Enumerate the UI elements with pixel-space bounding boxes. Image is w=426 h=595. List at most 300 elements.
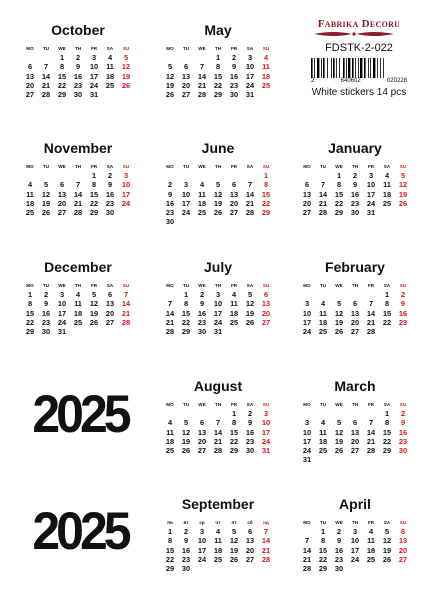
- empty-cell: [102, 90, 118, 99]
- day-cell: 18: [105, 71, 115, 81]
- weekday-header: WE: [198, 402, 206, 407]
- day-cell: 12: [382, 536, 392, 546]
- empty-cell: [118, 90, 134, 99]
- month-september: [162, 496, 274, 573]
- day-cell: 16: [73, 71, 83, 81]
- day-cell: 18: [213, 545, 223, 555]
- day-cell: 2: [183, 527, 189, 536]
- day-cell: 8: [27, 299, 33, 309]
- day-cell: 22: [318, 554, 328, 564]
- weekday-header: TH: [214, 46, 222, 51]
- month-grid: [162, 44, 274, 99]
- day-cell: 6: [352, 418, 358, 428]
- day-cell: 17: [57, 308, 67, 318]
- day-cell: 8: [336, 180, 342, 190]
- day-cell: 12: [181, 427, 191, 437]
- day-cell: 25: [366, 554, 376, 564]
- day-cell: 18: [318, 436, 328, 446]
- empty-cell: [226, 564, 242, 573]
- month-grid: [299, 281, 411, 336]
- day-cell: 12: [245, 299, 255, 309]
- day-cell: 6: [247, 527, 253, 536]
- day-cell: 30: [229, 90, 239, 100]
- day-cell: 23: [105, 198, 115, 208]
- day-cell: 12: [121, 62, 131, 72]
- day-cell: 19: [382, 545, 392, 555]
- day-cell: 17: [89, 71, 99, 81]
- day-cell: 9: [199, 299, 205, 309]
- empty-cell: [331, 455, 347, 464]
- month-title: July: [203, 259, 232, 275]
- empty-cell: [210, 171, 226, 180]
- month-june: [162, 140, 274, 227]
- empty-cell: [178, 171, 194, 180]
- month-title: April: [339, 496, 371, 512]
- day-cell: 26: [213, 208, 223, 218]
- empty-cell: [363, 564, 379, 573]
- weekday-header: вт: [183, 520, 189, 525]
- day-cell: 3: [368, 171, 374, 180]
- day-cell: 9: [183, 536, 189, 546]
- day-cell: 27: [57, 208, 67, 218]
- day-cell: 25: [261, 80, 271, 90]
- day-cell: 12: [334, 308, 344, 318]
- day-cell: 3: [304, 299, 310, 309]
- day-cell: 10: [197, 536, 207, 546]
- day-cell: 23: [73, 80, 83, 90]
- day-cell: 23: [350, 198, 360, 208]
- day-cell: 13: [57, 189, 67, 199]
- day-cell: 30: [41, 327, 51, 337]
- day-cell: 4: [320, 418, 326, 428]
- month-grid: [299, 400, 411, 465]
- weekday-header: SA: [246, 402, 254, 407]
- day-cell: 3: [199, 527, 205, 536]
- empty-cell: [379, 327, 395, 336]
- month-title: December: [44, 259, 112, 275]
- day-cell: 1: [231, 409, 237, 418]
- day-cell: 5: [215, 180, 221, 190]
- empty-cell: [242, 327, 258, 336]
- empty-cell: [22, 171, 38, 180]
- day-cell: 11: [26, 189, 34, 199]
- day-cell: 10: [121, 180, 131, 190]
- month-march: [299, 378, 411, 465]
- day-cell: 7: [320, 180, 326, 190]
- day-cell: 27: [181, 90, 191, 100]
- day-cell: 26: [334, 446, 344, 456]
- day-cell: 19: [213, 198, 223, 208]
- day-cell: 21: [302, 554, 312, 564]
- day-cell: 8: [231, 418, 237, 428]
- empty-cell: [210, 217, 226, 226]
- empty-cell: [299, 527, 315, 536]
- day-cell: 18: [25, 198, 35, 208]
- day-cell: 17: [302, 317, 312, 327]
- empty-cell: [331, 409, 347, 418]
- month-october: [22, 22, 134, 99]
- empty-cell: [162, 409, 178, 418]
- empty-cell: [299, 409, 315, 418]
- weekday-header: MO: [166, 46, 174, 51]
- weekday-header: TH: [214, 402, 222, 407]
- day-cell: 16: [165, 198, 175, 208]
- day-cell: 7: [215, 418, 221, 428]
- day-cell: 25: [229, 317, 239, 327]
- day-cell: 7: [368, 299, 374, 309]
- day-cell: 8: [91, 180, 97, 190]
- day-cell: 23: [398, 436, 408, 446]
- empty-cell: [162, 53, 178, 62]
- day-cell: 8: [384, 299, 390, 309]
- day-cell: 27: [302, 208, 312, 218]
- day-cell: 20: [302, 198, 312, 208]
- day-cell: 13: [181, 71, 191, 81]
- empty-cell: [226, 327, 242, 336]
- day-cell: 29: [261, 208, 271, 218]
- empty-cell: [242, 217, 258, 226]
- empty-cell: [242, 564, 258, 573]
- day-cell: 4: [263, 53, 269, 62]
- day-cell: 26: [229, 554, 239, 564]
- day-cell: 1: [336, 171, 342, 180]
- day-cell: 19: [181, 436, 191, 446]
- month-grid: [299, 162, 411, 217]
- day-cell: 4: [215, 527, 221, 536]
- year-label: 2025: [32, 501, 128, 561]
- day-cell: 6: [231, 180, 237, 190]
- day-cell: 14: [73, 189, 83, 199]
- day-cell: 16: [334, 545, 344, 555]
- day-cell: 17: [261, 427, 271, 437]
- day-cell: 10: [213, 299, 223, 309]
- day-cell: 24: [89, 80, 99, 90]
- day-cell: 30: [350, 208, 360, 218]
- day-cell: 27: [350, 327, 360, 337]
- day-cell: 2: [167, 180, 173, 190]
- weekday-header: SA: [246, 46, 254, 51]
- day-cell: 15: [334, 189, 344, 199]
- weekday-header: SU: [262, 164, 270, 169]
- day-cell: 18: [261, 71, 271, 81]
- day-cell: 27: [197, 446, 207, 456]
- day-cell: 23: [245, 436, 255, 446]
- weekday-header: SU: [399, 164, 407, 169]
- day-cell: 15: [89, 189, 99, 199]
- month-title: June: [201, 140, 235, 156]
- day-cell: 30: [73, 90, 83, 100]
- day-cell: 22: [25, 317, 35, 327]
- weekday-header: SA: [383, 164, 391, 169]
- weekday-header: TH: [214, 164, 222, 169]
- day-cell: 10: [261, 418, 271, 428]
- day-cell: 22: [382, 317, 392, 327]
- day-cell: 28: [261, 554, 271, 564]
- empty-cell: [178, 217, 194, 226]
- day-cell: 18: [229, 308, 239, 318]
- day-cell: 20: [398, 545, 408, 555]
- day-cell: 3: [215, 290, 221, 299]
- day-cell: 9: [336, 536, 342, 546]
- day-cell: 21: [366, 436, 376, 446]
- month-january: [299, 140, 411, 217]
- weekday-header: FR: [230, 283, 238, 288]
- weekday-header: SA: [383, 402, 391, 407]
- day-cell: 6: [107, 290, 113, 299]
- day-cell: 5: [183, 418, 189, 428]
- brand-logo: Fabrika Decoru: [317, 18, 401, 30]
- day-cell: 14: [41, 71, 51, 81]
- day-cell: 2: [400, 290, 406, 299]
- weekday-header: TU: [182, 402, 190, 407]
- day-cell: 17: [197, 545, 207, 555]
- day-cell: 15: [57, 71, 67, 81]
- weekday-header: MO: [303, 164, 311, 169]
- month-august: [162, 378, 274, 455]
- month-grid: [22, 281, 134, 336]
- day-cell: 9: [43, 299, 49, 309]
- day-cell: 16: [350, 189, 360, 199]
- month-title: September: [181, 496, 255, 512]
- weekday-header: MO: [303, 520, 311, 525]
- day-cell: 8: [167, 536, 173, 546]
- weekday-header: TU: [42, 283, 50, 288]
- day-cell: 10: [89, 62, 99, 72]
- month-november: [22, 140, 134, 217]
- weekday-header: WE: [58, 283, 66, 288]
- empty-cell: [194, 171, 210, 180]
- day-cell: 2: [231, 53, 237, 62]
- empty-cell: [178, 53, 194, 62]
- day-cell: 20: [105, 308, 115, 318]
- day-cell: 15: [318, 545, 328, 555]
- day-cell: 5: [231, 527, 237, 536]
- weekday-header: MO: [26, 46, 34, 51]
- barcode-digit-1: 2: [311, 78, 315, 84]
- day-cell: 31: [57, 327, 67, 337]
- month-april: [299, 496, 411, 573]
- weekday-header: TH: [214, 283, 222, 288]
- weekday-header: TH: [74, 46, 82, 51]
- weekday-header: WE: [198, 283, 206, 288]
- day-cell: 28: [366, 446, 376, 456]
- empty-cell: [395, 455, 411, 464]
- weekday-header: TU: [319, 164, 327, 169]
- day-cell: 23: [398, 317, 408, 327]
- day-cell: 19: [165, 80, 175, 90]
- day-cell: 19: [334, 436, 344, 446]
- day-cell: 4: [199, 180, 205, 190]
- day-cell: 11: [319, 308, 327, 318]
- day-cell: 10: [302, 308, 312, 318]
- day-cell: 9: [167, 189, 173, 199]
- day-cell: 16: [181, 545, 191, 555]
- day-cell: 25: [213, 554, 223, 564]
- day-cell: 15: [261, 189, 271, 199]
- day-cell: 6: [27, 62, 33, 72]
- empty-cell: [315, 409, 331, 418]
- day-cell: 1: [215, 53, 221, 62]
- day-cell: 22: [261, 198, 271, 208]
- weekday-header: MO: [26, 164, 34, 169]
- empty-cell: [395, 327, 411, 336]
- empty-cell: [226, 217, 242, 226]
- day-cell: 16: [398, 308, 408, 318]
- day-cell: 3: [247, 53, 253, 62]
- weekday-header: TH: [351, 283, 359, 288]
- empty-cell: [347, 564, 363, 573]
- empty-cell: [347, 409, 363, 418]
- day-cell: 26: [121, 80, 131, 90]
- day-cell: 22: [181, 317, 191, 327]
- day-cell: 28: [197, 90, 207, 100]
- month-july: [162, 259, 274, 336]
- day-cell: 15: [382, 308, 392, 318]
- day-cell: 27: [229, 208, 239, 218]
- day-cell: 27: [398, 554, 408, 564]
- empty-cell: [379, 208, 395, 217]
- weekday-header: чт: [215, 520, 221, 525]
- day-cell: 30: [398, 446, 408, 456]
- day-cell: 23: [165, 208, 175, 218]
- day-cell: 21: [197, 80, 207, 90]
- day-cell: 5: [91, 290, 97, 299]
- day-cell: 6: [263, 290, 269, 299]
- ornament-icon: [304, 30, 404, 38]
- day-cell: 22: [213, 80, 223, 90]
- empty-cell: [54, 171, 70, 180]
- weekday-header: MO: [166, 283, 174, 288]
- day-cell: 11: [166, 427, 174, 437]
- day-cell: 19: [398, 189, 408, 199]
- weekday-header: TH: [74, 283, 82, 288]
- day-cell: 21: [73, 198, 83, 208]
- day-cell: 29: [382, 446, 392, 456]
- weekday-header: TU: [42, 164, 50, 169]
- day-cell: 1: [183, 290, 189, 299]
- day-cell: 22: [382, 436, 392, 446]
- empty-cell: [162, 290, 178, 299]
- day-cell: 10: [302, 427, 312, 437]
- day-cell: 14: [245, 189, 255, 199]
- day-cell: 26: [165, 90, 175, 100]
- day-cell: 25: [197, 208, 207, 218]
- day-cell: 13: [261, 299, 271, 309]
- day-cell: 24: [197, 554, 207, 564]
- empty-cell: [258, 90, 274, 99]
- day-cell: 30: [165, 217, 175, 227]
- day-cell: 9: [75, 62, 81, 72]
- month-title: October: [51, 22, 105, 38]
- day-cell: 8: [183, 299, 189, 309]
- day-cell: 17: [181, 198, 191, 208]
- day-cell: 21: [41, 80, 51, 90]
- day-cell: 21: [366, 317, 376, 327]
- day-cell: 28: [121, 317, 131, 327]
- day-cell: 11: [198, 189, 206, 199]
- day-cell: 20: [181, 80, 191, 90]
- day-cell: 20: [245, 545, 255, 555]
- month-grid: [22, 162, 134, 217]
- weekday-header: TH: [351, 402, 359, 407]
- day-cell: 29: [181, 327, 191, 337]
- day-cell: 2: [75, 53, 81, 62]
- empty-cell: [70, 327, 86, 336]
- day-cell: 28: [165, 327, 175, 337]
- day-cell: 4: [231, 290, 237, 299]
- day-cell: 12: [229, 536, 239, 546]
- day-cell: 11: [214, 536, 222, 546]
- day-cell: 24: [350, 554, 360, 564]
- day-cell: 9: [247, 418, 253, 428]
- day-cell: 22: [165, 554, 175, 564]
- day-cell: 19: [245, 308, 255, 318]
- weekday-header: FR: [367, 164, 375, 169]
- day-cell: 31: [245, 90, 255, 100]
- day-cell: 15: [229, 427, 239, 437]
- weekday-header: WE: [198, 46, 206, 51]
- empty-cell: [86, 327, 102, 336]
- day-cell: 20: [25, 80, 35, 90]
- day-cell: 7: [43, 62, 49, 72]
- day-cell: 20: [229, 198, 239, 208]
- day-cell: 1: [263, 171, 269, 180]
- empty-cell: [102, 327, 118, 336]
- empty-cell: [38, 53, 54, 62]
- day-cell: 26: [245, 317, 255, 327]
- day-cell: 22: [334, 198, 344, 208]
- day-cell: 14: [261, 536, 271, 546]
- empty-cell: [258, 327, 274, 336]
- weekday-header: MO: [303, 402, 311, 407]
- day-cell: 19: [121, 71, 131, 81]
- day-cell: 21: [261, 545, 271, 555]
- day-cell: 25: [25, 208, 35, 218]
- empty-cell: [194, 409, 210, 418]
- day-cell: 28: [245, 208, 255, 218]
- weekday-header: FR: [230, 164, 238, 169]
- weekday-header: ср: [199, 520, 205, 525]
- day-cell: 24: [261, 436, 271, 446]
- empty-cell: [363, 455, 379, 464]
- weekday-header: WE: [58, 164, 66, 169]
- day-cell: 6: [59, 180, 65, 190]
- day-cell: 20: [261, 308, 271, 318]
- day-cell: 12: [89, 299, 99, 309]
- month-title: March: [334, 378, 376, 394]
- day-cell: 9: [107, 180, 113, 190]
- day-cell: 30: [245, 446, 255, 456]
- month-grid: [22, 44, 134, 99]
- day-cell: 5: [400, 171, 406, 180]
- day-cell: 2: [107, 171, 113, 180]
- empty-cell: [363, 290, 379, 299]
- weekday-header: MO: [166, 402, 174, 407]
- day-cell: 20: [350, 436, 360, 446]
- day-cell: 25: [318, 327, 328, 337]
- day-cell: 5: [43, 180, 49, 190]
- weekday-header: SA: [106, 46, 114, 51]
- weekday-header: SU: [399, 520, 407, 525]
- day-cell: 5: [336, 418, 342, 428]
- empty-cell: [258, 217, 274, 226]
- day-cell: 29: [165, 564, 175, 574]
- day-cell: 20: [350, 317, 360, 327]
- day-cell: 10: [366, 180, 376, 190]
- day-cell: 10: [350, 536, 360, 546]
- day-cell: 8: [263, 180, 269, 190]
- empty-cell: [242, 171, 258, 180]
